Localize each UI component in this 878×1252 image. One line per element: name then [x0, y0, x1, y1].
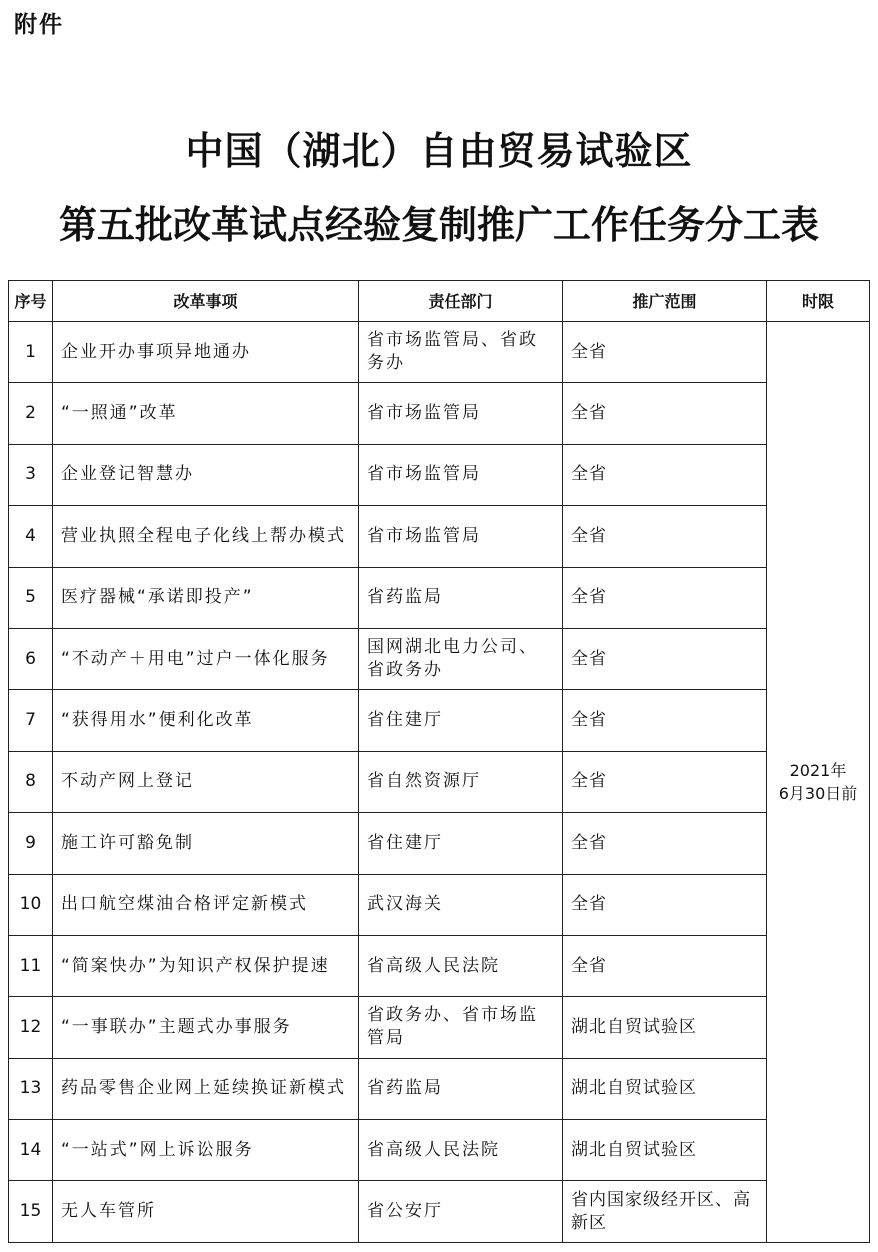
row-num: 2 [9, 383, 53, 444]
table-row [9, 567, 870, 628]
row-scope: 全省 [563, 690, 767, 751]
table-row [9, 690, 870, 751]
row-item: 药品零售企业网上延续换证新模式 [53, 1058, 359, 1119]
header-deadline: 时限 [767, 281, 870, 322]
header-dept: 责任部门 [359, 281, 563, 322]
row-num: 1 [9, 322, 53, 383]
header-num: 序号 [9, 281, 53, 322]
row-dept: 省市场监管局 [359, 506, 563, 567]
row-dept: 省自然资源厅 [359, 751, 563, 812]
row-num: 5 [9, 567, 53, 628]
row-scope: 全省 [563, 813, 767, 874]
document-title-line2: 第五批改革试点经验复制推广工作任务分工表 [58, 202, 819, 247]
table-row [9, 1181, 870, 1242]
row-item: 施工许可豁免制 [53, 813, 359, 874]
task-table [8, 280, 870, 1243]
table-row [9, 874, 870, 935]
table-header-row [9, 281, 870, 322]
table-row [9, 813, 870, 874]
row-scope: 全省 [563, 628, 767, 689]
row-num: 12 [9, 997, 53, 1058]
row-dept: 武汉海关 [359, 874, 563, 935]
row-num: 4 [9, 506, 53, 567]
row-num: 15 [9, 1181, 53, 1242]
table-row [9, 1120, 870, 1181]
row-scope: 全省 [563, 322, 767, 383]
row-num: 3 [9, 444, 53, 505]
table-row [9, 1058, 870, 1119]
row-num: 14 [9, 1120, 53, 1181]
row-scope: 全省 [563, 444, 767, 505]
attachment-label: 附件 [14, 12, 64, 38]
table-row [9, 997, 870, 1058]
row-item: “一站式”网上诉讼服务 [53, 1120, 359, 1181]
row-scope: 省内国家级经开区、高新区 [563, 1181, 767, 1242]
row-item: 出口航空煤油合格评定新模式 [53, 874, 359, 935]
row-dept: 省市场监管局 [359, 383, 563, 444]
row-dept: 国网湖北电力公司、省政务办 [359, 628, 563, 689]
row-scope: 全省 [563, 506, 767, 567]
row-dept: 省公安厅 [359, 1181, 563, 1242]
deadline-date: 6月30日前 [778, 783, 858, 803]
row-item: 不动产网上登记 [53, 751, 359, 812]
row-item: “获得用水”便利化改革 [53, 690, 359, 751]
row-item: 医疗器械“承诺即投产” [53, 567, 359, 628]
row-dept: 省住建厅 [359, 813, 563, 874]
row-scope: 湖北自贸试验区 [563, 997, 767, 1058]
row-scope: 全省 [563, 567, 767, 628]
header-scope: 推广范围 [563, 281, 767, 322]
deadline-year: 2021年 [789, 760, 847, 780]
row-dept: 省高级人民法院 [359, 1120, 563, 1181]
header-item: 改革事项 [53, 281, 359, 322]
row-scope: 全省 [563, 383, 767, 444]
row-dept: 省药监局 [359, 1058, 563, 1119]
row-item: “不动产＋用电”过户一体化服务 [53, 628, 359, 689]
table-row [9, 383, 870, 444]
row-num: 6 [9, 628, 53, 689]
row-dept: 省市场监管局 [359, 444, 563, 505]
table-row [9, 628, 870, 689]
table-row [9, 444, 870, 505]
row-num: 13 [9, 1058, 53, 1119]
row-item: “简案快办”为知识产权保护提速 [53, 935, 359, 996]
row-num: 8 [9, 751, 53, 812]
row-scope: 湖北自贸试验区 [563, 1120, 767, 1181]
row-item: 企业开办事项异地通办 [53, 322, 359, 383]
row-num: 7 [9, 690, 53, 751]
row-dept: 省药监局 [359, 567, 563, 628]
row-scope: 全省 [563, 935, 767, 996]
row-item: 无人车管所 [53, 1181, 359, 1242]
row-scope: 湖北自贸试验区 [563, 1058, 767, 1119]
document-title-line1: 中国（湖北）自由贸易试验区 [185, 128, 693, 173]
row-dept: 省高级人民法院 [359, 935, 563, 996]
row-scope: 全省 [563, 874, 767, 935]
row-num: 9 [9, 813, 53, 874]
row-item: “一事联办”主题式办事服务 [53, 997, 359, 1058]
table-row [9, 506, 870, 567]
row-item: 企业登记智慧办 [53, 444, 359, 505]
row-dept: 省政务办、省市场监管局 [359, 997, 563, 1058]
row-item: “一照通”改革 [53, 383, 359, 444]
deadline-cell [767, 322, 870, 1243]
row-num: 10 [9, 874, 53, 935]
row-dept: 省市场监管局、省政务办 [359, 322, 563, 383]
row-scope: 全省 [563, 751, 767, 812]
table-row [9, 322, 870, 383]
row-num: 11 [9, 935, 53, 996]
row-dept: 省住建厅 [359, 690, 563, 751]
table-row [9, 751, 870, 812]
table-row [9, 935, 870, 996]
row-item: 营业执照全程电子化线上帮办模式 [53, 506, 359, 567]
